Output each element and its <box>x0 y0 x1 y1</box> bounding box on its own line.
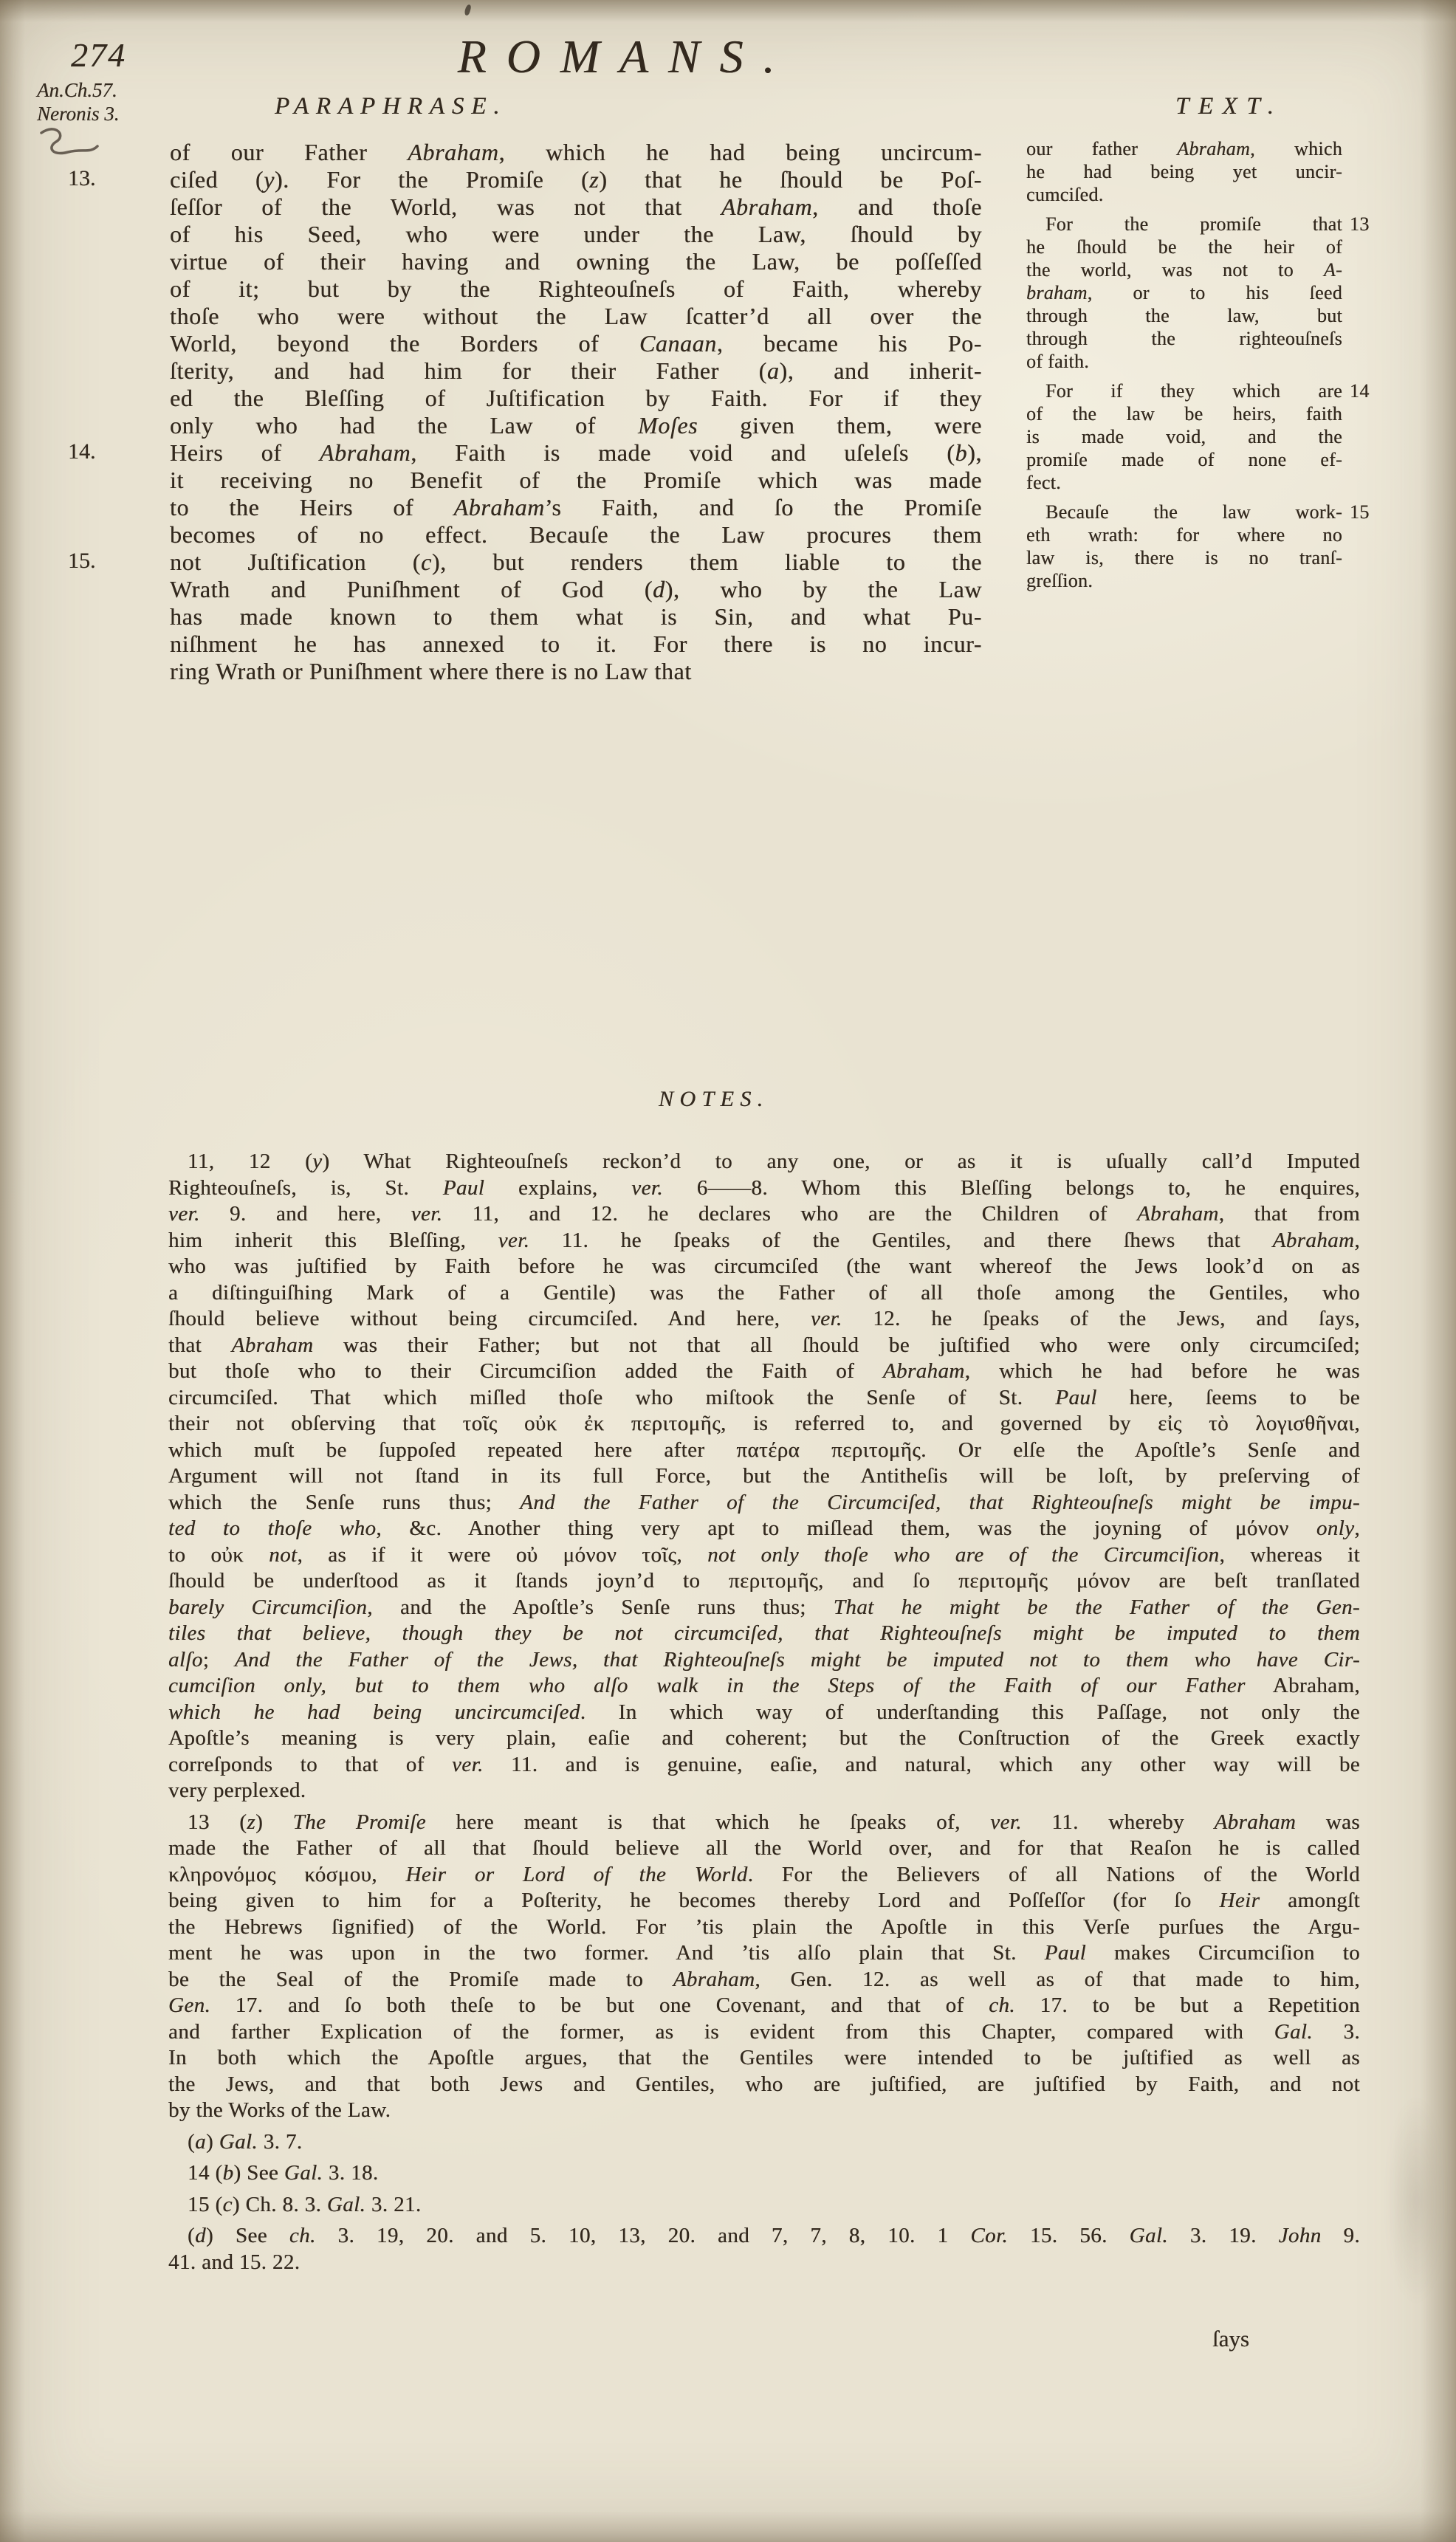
text-line: ſhould be underſtood as it ſtands joyn’d to περιτομῆς, and ſo περιτομῆς μόνον are beſt tranſlated <box>168 1569 1360 1593</box>
text-line: law is, there is no tranſ- <box>1026 547 1342 568</box>
margin-note-line: Neronis 3. <box>37 103 120 125</box>
text-line: of it; but by the Righteouſneſs of Faith, whereby <box>170 275 982 302</box>
text-line: which muſt be ſuppoſed repeated here after πατέρα περιτομῆς. Or elſe the Apoſtle’s Senſe and <box>168 1437 1360 1462</box>
note-reference-d <box>168 2223 1360 2275</box>
text-line: 15 (c) Ch. 8. 3. Gal. 3. 21. <box>188 2192 422 2216</box>
text-line: the Hebrews ſignified) of the World. For ’tis plain the Apoſtle in this Verſe purſues the Argu- <box>168 1914 1360 1939</box>
text-line: and farther Explication of the former, as is evident from this Chapter, compared with Gal. 3. <box>168 2019 1360 2044</box>
text-line: 13 (z) The Promiſe here meant is that which he ſpeaks of, ver. 11. whereby Abraham was <box>188 1810 1360 1834</box>
text-line: Wrath and Puniſhment of God (d), who by the Law <box>170 576 982 602</box>
text-line: 11, 12 (y) What Righteouſneſs reckon’d to any one, or as it is uſually call’d Imputed <box>188 1150 1361 1173</box>
text-line: the world, was not to A- <box>1026 259 1342 281</box>
text-line: cumciſed. <box>1026 184 1104 205</box>
text-line: World, beyond the Borders of Canaan, became his Po- <box>170 330 982 357</box>
text-line: becomes of no effect. Becauſe the Law procures them <box>170 521 982 548</box>
margin-verse-number-13: 13. <box>68 166 96 190</box>
text-column <box>1026 137 1370 599</box>
bleed-through-smudge <box>1387 2097 1446 2304</box>
text-line: (a) Gal. 3. 7. <box>188 2129 303 2154</box>
text-line: but thoſe who to their Circumciſion added the Faith of Abraham, which he had before he was <box>168 1359 1360 1383</box>
text-line: virtue of their having and owning the Law, be poſſeſſed <box>170 248 982 275</box>
text-line: thoſe who were without the Law ſcatter’d all over the <box>170 303 982 329</box>
text-line: Becauſe the law work- <box>1045 501 1342 523</box>
text-line: he ſhould be the heir of <box>1026 236 1342 258</box>
text-line: very perplexed. <box>168 1779 306 1802</box>
verse-paragraph <box>1026 213 1370 373</box>
text-line: Heirs of Abraham, Faith is made void and uſeleſs (b), <box>170 439 982 466</box>
ink-speck <box>464 4 471 16</box>
note-reference-c <box>168 2192 1360 2219</box>
text-line: Righteouſneſs, is, St. Paul explains, ver. 6——8. Whom this Bleſſing belongs to, he enquires, <box>168 1175 1360 1200</box>
text-line: braham, or to his ſeed <box>1026 282 1342 303</box>
text-line: through the law, but <box>1026 305 1342 326</box>
text-line: being given to him for a Poſterity, he becomes thereby Lord and Poſſeſſor (for ſo Heir amongſt <box>168 1889 1360 1912</box>
text-line: ver. 9. and here, ver. 11, and 12. he declares who are the Children of Abraham, that from <box>168 1202 1361 1226</box>
verse-paragraph <box>1026 379 1370 494</box>
text-line: to οὐκ not, as if it were οὐ μόνον τοῖς, not only thoſe who are of the Circumciſion, whereas it <box>168 1542 1360 1567</box>
text-line: is made void, and the <box>1026 426 1342 447</box>
verse-paragraph <box>1026 501 1370 592</box>
verse-number-13: 13 <box>1350 213 1370 235</box>
text-line: which he had being uncircumciſed. In which way of underſtanding this Paſſage, not only the <box>168 1700 1360 1724</box>
margin-verse-number-14: 14. <box>68 439 96 464</box>
text-line: barely Circumciſion, and the Apoſtle’s Senſe runs thus; That he might be the Father of the Gen- <box>168 1595 1360 1619</box>
text-line: ring Wrath or Puniſhment where there is no Law that <box>170 658 692 684</box>
page-number: 274 <box>71 36 126 74</box>
text-line: ſterity, and had him for their Father (a), and inherit- <box>170 357 983 384</box>
text-line: our father Abraham, which <box>1026 138 1342 159</box>
text-line: to the Heirs of Abraham’s Faith, and ſo the Promiſe <box>170 494 982 521</box>
text-line: only who had the Law of Moſes given them, were <box>170 412 982 439</box>
text-line: who was juſtified by Faith before he was circumciſed (the want whereof the Jews look’d on as <box>168 1254 1360 1278</box>
note-reference-a <box>168 2129 1360 2156</box>
text-line: Gen. 17. and ſo both theſe to be but one Covenant, and that of ch. 17. to be but a Repetition <box>168 1993 1360 2017</box>
text-line: their not obſerving that τοῖς οὐκ ἐκ περιτομῆς, is referred to, and governed by εἰς τὸ λογισθῆναι, <box>168 1412 1360 1435</box>
text-line: 41. and 15. 22. <box>168 2250 301 2274</box>
verse-number-14: 14 <box>1350 380 1370 402</box>
text-line: eth wrath: for where no <box>1026 524 1342 546</box>
text-line: he had being yet uncir- <box>1026 161 1342 182</box>
text-line: be the Seal of the Promiſe made to Abraham, Gen. 12. as well as of that made to him, <box>168 1967 1360 1991</box>
text-line: tiles that believe, though they be not circumciſed, that Righteouſneſs might be imputed to them <box>168 1621 1360 1645</box>
text-line: the Jews, and that both Jews and Gentiles, who are juſtified, are juſtified by Faith, and not <box>168 2072 1360 2096</box>
text-line: ſhould believe without being circumciſed. And here, ver. 12. he ſpeaks of the Jews, and ſays, <box>168 1307 1360 1330</box>
margin-ornament <box>37 126 102 161</box>
text-line: ted to thoſe who, &c. Another thing very apt to miſlead them, was the joyning of μόνον only, <box>168 1516 1361 1540</box>
text-line: which the Senſe runs thus; And the Father of the Circumciſed, that Righteouſneſs might be impu- <box>168 1490 1360 1514</box>
text-line: 14 (b) See Gal. 3. 18. <box>188 2161 379 2185</box>
paraphrase-column <box>170 139 982 685</box>
verse-paragraph <box>1026 137 1342 206</box>
text-line: ment he was upon in the two former. And ’tis alſo plain that St. Paul makes Circumciſion to <box>168 1941 1360 1965</box>
text-line: κληρονόμος κόσμου, Heir or Lord of the World. For the Believers of all Nations of the World <box>168 1862 1360 1886</box>
text-line: of our Father Abraham, which he had being uncircum- <box>170 139 982 165</box>
catchword: ſays <box>1212 2326 1249 2352</box>
note-reference-b <box>168 2160 1360 2187</box>
page-title: ROMANS. <box>457 30 795 83</box>
text-line: not Juſtification (c), but renders them liable to the <box>170 549 982 575</box>
notes-section <box>168 1149 1360 2281</box>
text-line: niſhment he has annexed to it. For there is no incur- <box>170 631 982 657</box>
paraphrase-heading: PARAPHRASE. <box>275 93 507 120</box>
text-line: made the Father of all that ſhould believe all the World over, and for that Reaſon he is called <box>168 1836 1360 1860</box>
text-line: ciſed (y). For the Promiſe (z) that he ſhould be Poſ- <box>170 166 982 193</box>
text-line: For if they which are <box>1045 380 1342 402</box>
text-line: Apoſtle’s meaning is very plain, eaſie and coherent; but the Conſtruction of the Greek exactly <box>168 1726 1360 1750</box>
note-paragraph-z <box>168 1810 1360 2124</box>
text-line: ſeſſor of the World, was not that Abraham, and thoſe <box>170 193 982 220</box>
text-line: of faith. <box>1026 351 1090 372</box>
text-line: In both which the Apoſtle argues, that the Gentiles were intended to be juſtified as well as <box>168 2046 1360 2069</box>
text-line: greſſion. <box>1026 570 1093 591</box>
note-paragraph-y <box>168 1149 1360 1804</box>
text-line: him inherit this Bleſſing, ver. 11. he ſpeaks of the Gentiles, and there ſhews that Abraham, <box>168 1228 1360 1252</box>
text-heading: TEXT. <box>1175 93 1283 120</box>
text-line: circumciſed. That which miſled thoſe who miſtook the Senſe of St. Paul here, ſeems to be <box>168 1385 1360 1409</box>
text-line: of his Seed, who were under the Law, ſhould by <box>170 221 982 247</box>
text-line: a diſtinguiſhing Mark of a Gentile) was the Father of all thoſe among the Gentiles, who <box>168 1280 1360 1305</box>
text-line: (d) See ch. 3. 19, 20. and 5. 10, 13, 20. and 7, 7, 8, 10. 1 Cor. 15. 56. Gal. 3. 19. John 9. <box>188 2224 1361 2247</box>
verse-number-15: 15 <box>1350 501 1370 523</box>
text-line: ed the Bleſſing of Juſtification by Faith. For if they <box>170 385 982 411</box>
text-line: it receiving no Benefit of the Promiſe which was made <box>170 467 982 493</box>
text-line: of the law be heirs, faith <box>1026 403 1342 425</box>
margin-note-line: An.Ch.57. <box>37 79 117 101</box>
text-line: has made known to them what is Sin, and what Pu- <box>170 603 982 630</box>
margin-verse-number-15: 15. <box>68 549 96 573</box>
text-line: Argument will not ſtand in its full Force, but the Antitheſis will be loſt, by preſerving of <box>168 1464 1360 1488</box>
text-line: For the promiſe that <box>1045 213 1342 235</box>
text-line: cumciſion only, but to them who alſo walk in the Steps of the Faith of our Father Abraham, <box>168 1674 1361 1697</box>
text-line: that Abraham was their Father; but not that all ſhould be juſtified who were only circumciſed; <box>168 1333 1360 1357</box>
text-line: through the righteouſneſs <box>1026 328 1342 349</box>
text-line: by the Works of the Law. <box>168 2098 391 2122</box>
text-line: fect. <box>1026 472 1061 493</box>
margin-note <box>37 78 120 126</box>
notes-heading: NOTES. <box>659 1087 769 1111</box>
text-line: correſponds to that of ver. 11. and is genuine, eaſie, and natural, which any other way will be <box>168 1752 1360 1776</box>
text-line: promiſe made of none ef- <box>1026 449 1342 470</box>
text-line: alſo; And the Father of the Jews, that Righteouſneſs might be imputed not to them who have Cir- <box>168 1647 1361 1672</box>
